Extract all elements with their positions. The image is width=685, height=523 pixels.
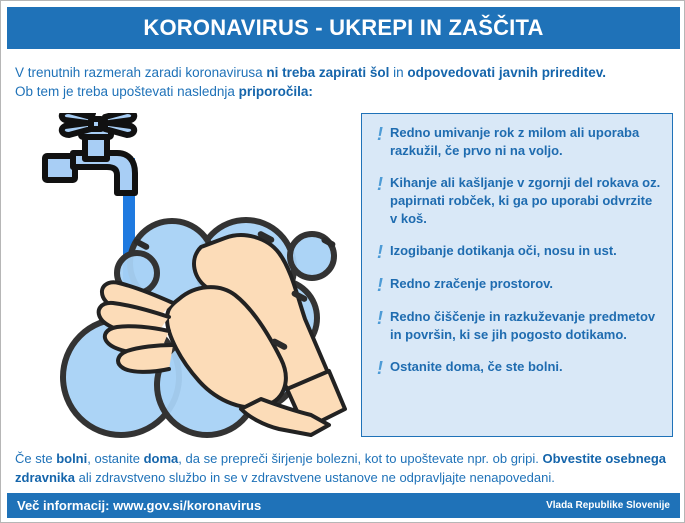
intro-line2-bold1: priporočila: <box>238 84 313 99</box>
closing-text2: , ostanite <box>87 451 144 466</box>
intro-line1-bold2: odpovedovati javnih prireditev. <box>407 65 606 80</box>
intro-line1-text1: V trenutnih razmerah zaradi koronavirusa <box>15 65 267 80</box>
closing-bold3: Obvestite osebnega zdravnika <box>15 451 667 485</box>
recommendation-text: Izogibanje dotikanja oči, nosu in ust. <box>390 243 617 258</box>
intro-paragraph <box>15 63 675 101</box>
closing-bold1: bolni <box>56 451 88 466</box>
list-item <box>370 358 662 377</box>
exclamation-bullet-icon: ! <box>377 124 383 144</box>
recommendations-list <box>370 124 662 377</box>
recommendation-text: Ostanite doma, če ste bolni. <box>390 359 563 374</box>
exclamation-bullet-icon: ! <box>377 308 383 328</box>
intro-line1-bold1: ni treba zapirati šol <box>266 65 390 80</box>
closing-text1: Če ste <box>15 451 57 466</box>
list-item <box>370 174 662 228</box>
recommendation-text: Kihanje ali kašljanje v zgornji del rokava oz. papirnati robček, ki ga po uporabi odvrzite v koš. <box>390 175 661 226</box>
list-item <box>370 308 662 344</box>
recommendations-panel <box>361 113 673 437</box>
recommendation-text: Redno zračenje prostorov. <box>390 276 554 291</box>
exclamation-bullet-icon: ! <box>377 275 383 295</box>
exclamation-bullet-icon: ! <box>377 358 383 378</box>
recommendation-text: Redno čiščenje in razkuževanje predmetov in površin, ki se jih pogosto dotikamo. <box>390 309 656 342</box>
more-info-link[interactable]: Več informacij: www.gov.si/koronavirus <box>17 498 262 513</box>
poster-header <box>7 7 680 49</box>
list-item <box>370 275 662 294</box>
closing-text4: ali zdravstveno službo in se v zdravstvene ustanove ne odpravljajte nenapovedani. <box>74 470 555 485</box>
closing-bold2: doma <box>143 451 179 466</box>
intro-line1-text2: in <box>389 65 408 80</box>
closing-paragraph <box>15 449 677 487</box>
handwashing-illustration <box>29 113 349 438</box>
exclamation-bullet-icon: ! <box>377 242 383 262</box>
list-item <box>370 242 662 261</box>
recommendation-text: Redno umivanje rok z milom ali uporaba razkužil, če prvo ni na voljo. <box>390 125 640 158</box>
intro-line2-text1: Ob tem je treba upoštevati naslednja <box>15 84 239 99</box>
poster-title: KORONAVIRUS - UKREPI IN ZAŠČITA <box>143 15 544 40</box>
closing-text3: , da se prepreči širjenje bolezni, kot to upoštevate npr. ob gripi. <box>178 451 543 466</box>
list-item <box>370 124 662 160</box>
poster-footer <box>7 493 680 518</box>
organisation-label: Vlada Republike Slovenije <box>546 500 670 511</box>
exclamation-bullet-icon: ! <box>377 174 383 194</box>
